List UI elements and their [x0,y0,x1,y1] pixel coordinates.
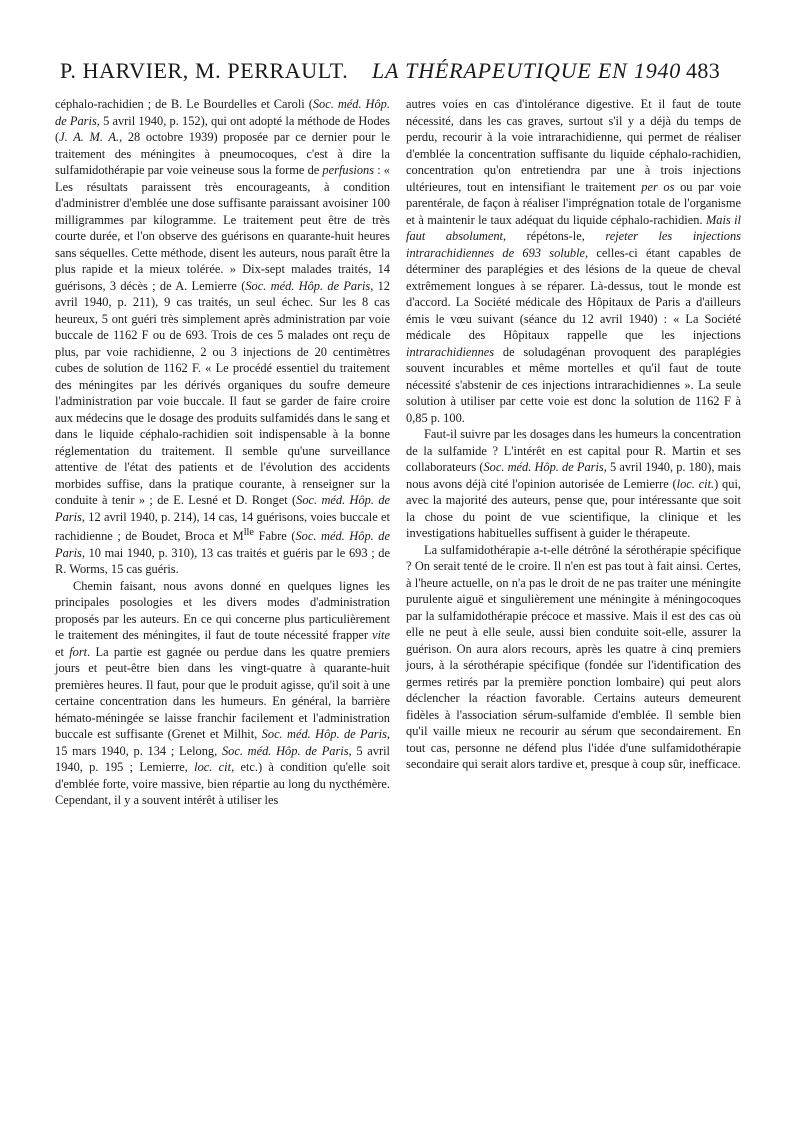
header-authors: P. HARVIER, M. PERRAULT. [60,58,349,83]
paragraph: Chemin faisant, nous avons donné en quelques lignes les principales posologies et les divers modes d'administration proposés par les auteurs. En ce qui concerne plus particulièrement le traitement des méningites, il faut de toute nécessité frapper vite et fort. La partie est gagnée ou perdue dans les quatre premiers jours et peut-être bien dans les vingt-quatre à quarante-huit premières heures. Il faut, pour que le produit agisse, qu'il soit à une certaine concentration dans les humeurs. En général, la barrière hémato-méningée se laisse franchir facilement et l'administration buccale est suffisante (Grenet et Milhit, Soc. méd. Hôp. de Paris, 15 mars 1940, p. 134 ; Lelong, Soc. méd. Hôp. de Paris, 5 avril 1940, p. 195 ; Lemierre, loc. cit, etc.) à condition qu'elle soit d'emblée forte, voire massive, bien répartie au long du nycthémère. Cependant, il y a souvent intérêt à utiliser les [55,578,391,808]
left-column [55,96,390,809]
header-title [372,58,681,84]
header-title-text: LA THÉRAPEUTIQUE EN [372,58,628,83]
paragraph: Faut-il suivre par les dosages dans les humeurs la concentration de la sulfamide ? L'intérêt en est capital pour R. Martin et ses collaborateurs (Soc. méd. Hôp. de Paris, 5 avril 1940, p. 180), mais nous avons déjà cité l'opinion autorisée de Lemierre (loc. cit.) qui, avec la majorité des auteurs, pense que, pour intéressante que soit la chose du point de vue scientifique, la clinique et les investigations habituelles suffisent à guider le thérapeute. [406,427,741,540]
right-column [406,96,741,773]
running-header [0,58,800,88]
page-number: 483 [686,58,721,83]
paragraph: autres voies en cas d'intolérance digestive. Et il faut de toute nécessité, dans les cas graves, surtout s'il y a déjà du temps de perdu, recourir à la voie intrarachidienne, qui permet de réaliser d'emblée la concentration suffisante du liquide céphalo-rachidien, concentration qu'on entretiendra par une à trois injections ultérieures, tout en intensifiant le traitement per os ou par voie parentérale, de façon à réaliser l'imprégnation totale de l'organisme et à maintenir le taux adéquat du liquide céphalo-rachidien. Mais il faut absolument, répétons-le, rejeter les injections intrarachidiennes de 693 soluble, celles-ci étant capables de déterminer des paraplégies et des lésions de la queue de cheval extrêmement longues à se réparer. Là-dessus, tout le monde est d'accord. La Société médicale des Hôpitaux de Paris a d'ailleurs émis le vœu suivant (séance du 12 avril 1940) : « La Société médicale des Hôpitaux rappelle que les injections intrarachidiennes de soludagénan provoquent des paraplégies souvent incurables et même mortelles et qu'il faut de toute nécessité s'abstenir de ces injections intrarachidiennes ». La seule solution à utiliser par cette voie est donc la solution de 1162 F à 0,85 p. 100. [406,97,741,425]
paragraph: céphalo-rachidien ; de B. Le Bourdelles et Caroli (Soc. méd. Hôp. de Paris, 5 avril 1940, p. 152), qui ont adopté la méthode de Hodes (J. A. M. A., 28 octobre 1939) proposée par ce dernier pour le traitement des méningites à pneumocoques, c'est à dire la sulfamidothérapie par voie veineuse sous la forme de perfusions : « Les résultats paraissent très encourageants, à condition d'administrer d'emblée une dose suffisante paraissant avoisiner 100 milligrammes par kilogramme. Le traitement peut être de très courte durée, et l'on observe des guérisons en quarante-huit heures sans séquelles. Cette méthode, disent les auteurs, nous paraît être la plus rapide et la mieux tolérée. » Dix-sept malades traités, 14 guérisons, 3 décès ; de A. Lemierre (Soc. méd. Hôp. de Paris, 12 avril 1940, p. 211), 9 cas traités, un seul échec. Sur les 8 cas heureux, 5 ont guéri très simplement après administration par voie buccale de 1162 F ou de 693. Trois de ces 5 malades ont reçu de plus, par voie rachidienne, 2 ou 3 injections de 20 centimètres cubes de solution de 1162 F. « Le procédé essentiel du traitement des méningites par les dérivés organiques du soufre demeure l'administration par voie buccale. Il faut se garder de faire croire aux médecins que le dosage des produits sulfamidés dans le sang et dans le liquide céphalo-rachidien soit indispensable à la bonne réglementation du traitement. Il semble qu'une surveillance attentive de l'état des patients et de l'évolution des accidents morbides suffise, dans la pratique courante, à renseigner sur la conduite à tenir » ; de E. Lesné et D. Ronget (Soc. méd. Hôp. de Paris, 12 avril 1940, p. 214), 14 cas, 14 guérisons, voies buccale et rachidienne ; de Boudet, Broca et $M^{lle}$ Fabre (Soc. méd. Hôp. de Paris, 10 mai 1940, p. 310), 13 cas traités et guéris par le 693 ; de R. Worms, 15 cas guéris. [55,97,391,577]
paragraph: La sulfamidothérapie a-t-elle détrôné la sérothérapie spécifique ? On serait tenté de le croire. Il n'en est pas tout à fait ainsi. Certes, à l'heure actuelle, on n'a pas le droit de ne pas traiter une méningite purulente aiguë et singulièrement une méningite à méningocoques par la sulfamidothérapie précoce et massive. Mais il est des cas où elle ne peut à elle seule, aussi bien conduite soit-elle, assurer la guérison. On aura alors recours, après les quatre à cinq premiers jours, à la sérothérapie spécifique (fondée sur l'identification des germes retirés par la première ponction lombaire) qui peut alors déclencher la réaction favorable. Certains auteurs demeurent fidèles à l'association sérum-sulfamide d'emblée. Il semble bien qu'il vaille mieux ne recourir au sérum que secondairement. En tout cas, personne ne défend plus l'idée d'une sulfamidothérapie secondaire qui serait alors tardive et, presque à coup sûr, inefficace. [406,542,741,771]
header-year: 1940 [633,58,682,83]
